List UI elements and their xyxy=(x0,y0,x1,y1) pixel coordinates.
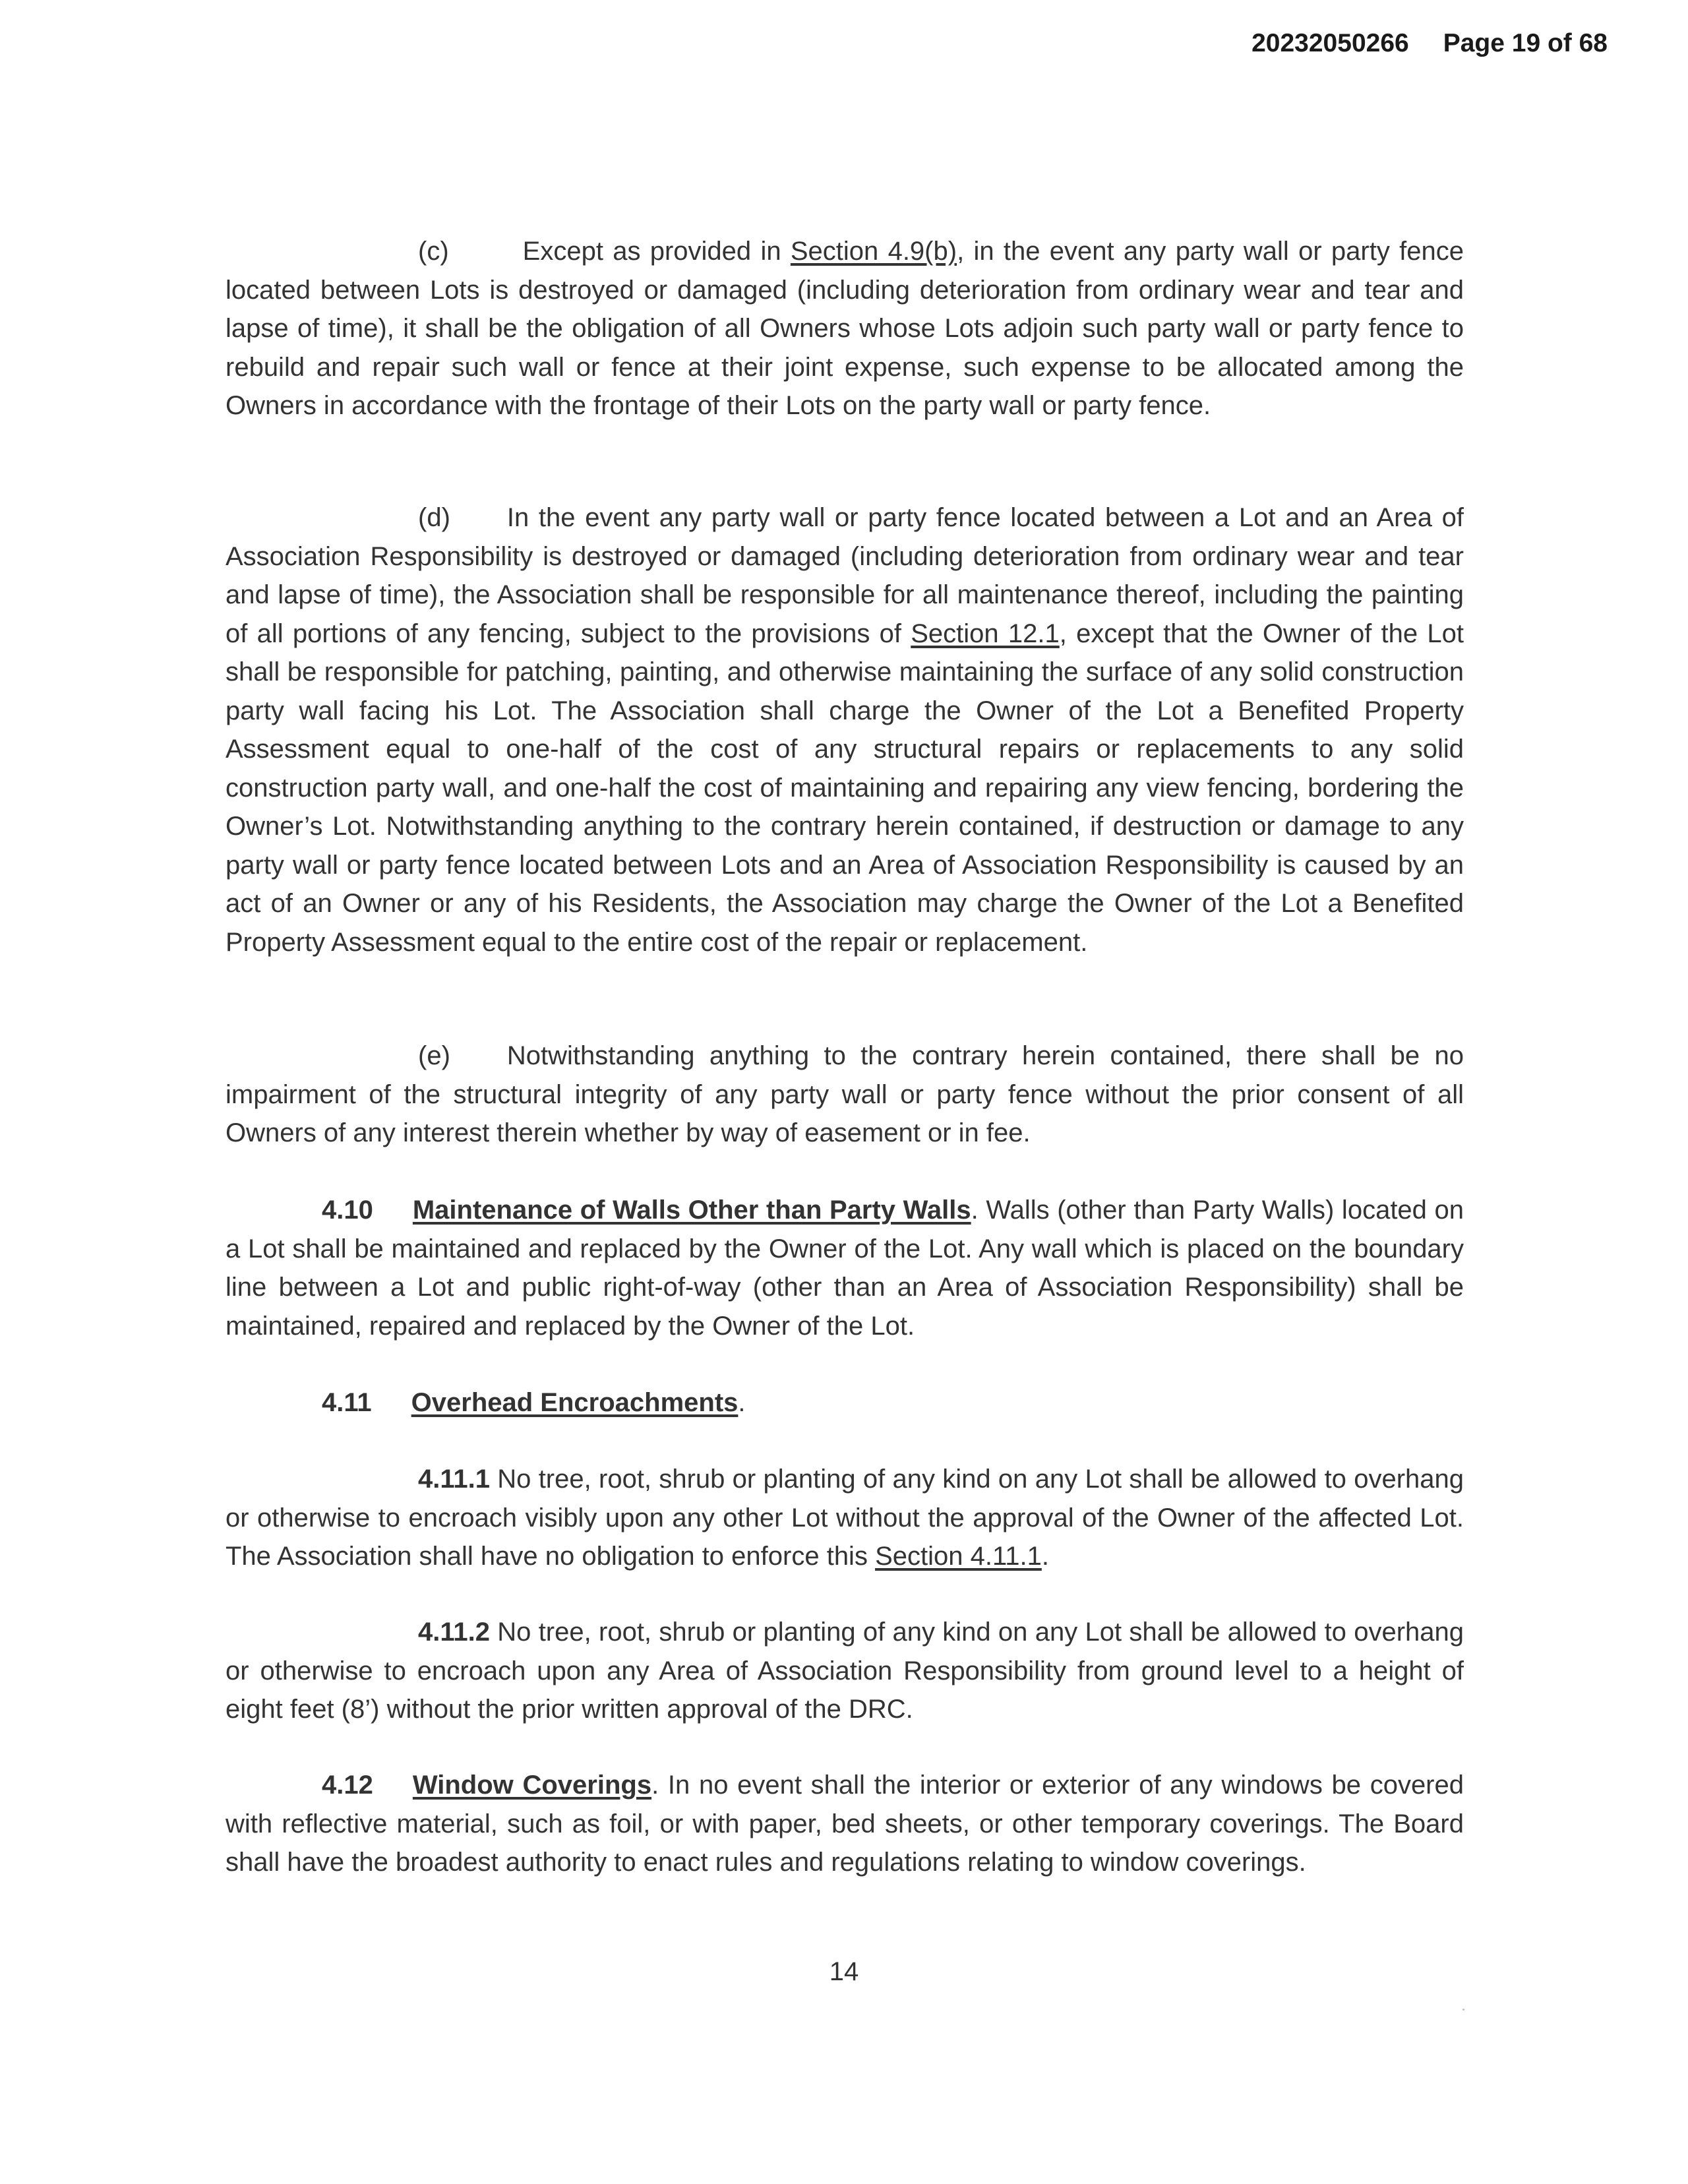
section-ref-12-1: Section 12.1 xyxy=(911,619,1060,648)
paragraph-e-text: Notwithstanding anything to the contrary herein contained, there shall be no impairment of the structural integrity of any party wall or party fence without the prior consent of all Owners of any interest therein whether by way of easement or in fee. xyxy=(226,1041,1464,1147)
paragraph-d-label: (d) xyxy=(418,503,450,532)
section-4-12-number: 4.12 xyxy=(322,1771,373,1800)
section-4-10-title: Maintenance of Walls Other than Party Walls xyxy=(412,1196,971,1225)
page-number: 14 xyxy=(829,1957,859,1986)
section-4-11-2 xyxy=(226,1613,1464,1729)
paragraph-d-text-1: In the event any party wall or party fence located between a Lot and an Area of Association Responsibility is destroyed or damaged (including deterioration from ordinary wear and tear and lapse of time), the Association shall be responsible for all maintenance thereof, including the painting of all portions of any fencing, subject to the provisions of xyxy=(226,503,1464,648)
section-4-11-title: Overhead Encroachments xyxy=(411,1388,738,1417)
section-4-10 xyxy=(226,1191,1464,1345)
section-4-11-2-number: 4.11.2 xyxy=(418,1618,491,1647)
section-ref-4-11-1: Section 4.11.1 xyxy=(875,1542,1042,1571)
page-count-label: Page 19 of 68 xyxy=(1443,29,1608,57)
section-4-11-1-number: 4.11.1 xyxy=(418,1465,491,1494)
paragraph-d-text-2: , except that the Owner of the Lot shall be responsible for patching, painting, and otherwise maintaining the surface of any solid construction party wall facing his Lot. The Association shall charge the Owner of the Lot a Benefited Property Assessment equal to one-half of the cost of any structural repairs or replacements to any solid construction party wall, and one-half the cost of maintaining and repairing any view fencing, bordering the Owner’s Lot. Notwithstanding anything to the contrary herein contained, if destruction or damage to any party wall or party fence located between Lots and an Area of Association Responsibility is caused by an act of an Owner or any of his Residents, the Association may charge the Owner of the Lot a Benefited Property Assessment equal to the entire cost of the repair or replacement. xyxy=(226,619,1464,957)
section-4-11-1 xyxy=(226,1460,1464,1576)
page-header xyxy=(1251,29,1608,58)
scan-speck xyxy=(1462,2009,1464,2011)
document-number: 20232050266 xyxy=(1251,29,1409,57)
paragraph-e-label: (e) xyxy=(418,1041,450,1070)
paragraph-c-label: (c) xyxy=(418,237,449,266)
section-ref-4-9b: Section 4.9(b) xyxy=(790,237,957,266)
paragraph-c xyxy=(226,232,1464,425)
section-4-11-number: 4.11 xyxy=(322,1388,372,1417)
section-4-12-title: Window Coverings xyxy=(412,1771,652,1800)
section-4-10-number: 4.10 xyxy=(322,1196,373,1225)
section-4-12-text: . In no event shall the interior or exterior of any windows be covered with reflective material, such as foil, or with paper, bed sheets, or other temporary coverings. The Board shall have the broadest authority to enact rules and regulations relating to window coverings. xyxy=(226,1771,1464,1877)
section-4-10-text: . Walls (other than Party Walls) located on a Lot shall be maintained and replaced by the Owner of the Lot. Any wall which is placed on the boundary line between a Lot and public right-of-way (other than an Area of Association Responsibility) shall be maintained, repaired and replaced by the Owner of the Lot. xyxy=(226,1196,1464,1341)
section-4-11 xyxy=(226,1383,1464,1422)
section-4-11-1-text-2: . xyxy=(1041,1542,1049,1571)
section-4-11-1-text-1: No tree, root, shrub or planting of any kind on any Lot shall be allowed to overhang or otherwise to encroach visibly upon any other Lot without the approval of the Owner of the affected Lot. The Association shall have no obligation to enforce this xyxy=(226,1465,1464,1571)
paragraph-d xyxy=(226,499,1464,961)
paragraph-c-text-1: Except as provided in xyxy=(522,237,791,266)
section-4-11-suffix: . xyxy=(738,1388,746,1417)
paragraph-c-text-2: , in the event any party wall or party fence located between Lots is destroyed or damaged (including deterioration from ordinary wear and tear and lapse of time), it shall be the obligation of all Owners whose Lots adjoin such party wall or party fence to rebuild and repair such wall or fence at their joint expense, such expense to be allocated among the Owners in accordance with the frontage of their Lots on the party wall or party fence. xyxy=(226,237,1464,420)
paragraph-e xyxy=(226,1037,1464,1153)
section-4-11-2-text: No tree, root, shrub or planting of any kind on any Lot shall be allowed to overhang or otherwise to encroach upon any Area of Association Responsibility from ground level to a height of eight feet (8’) without the prior written approval of the DRC. xyxy=(226,1618,1464,1724)
section-4-12 xyxy=(226,1766,1464,1882)
